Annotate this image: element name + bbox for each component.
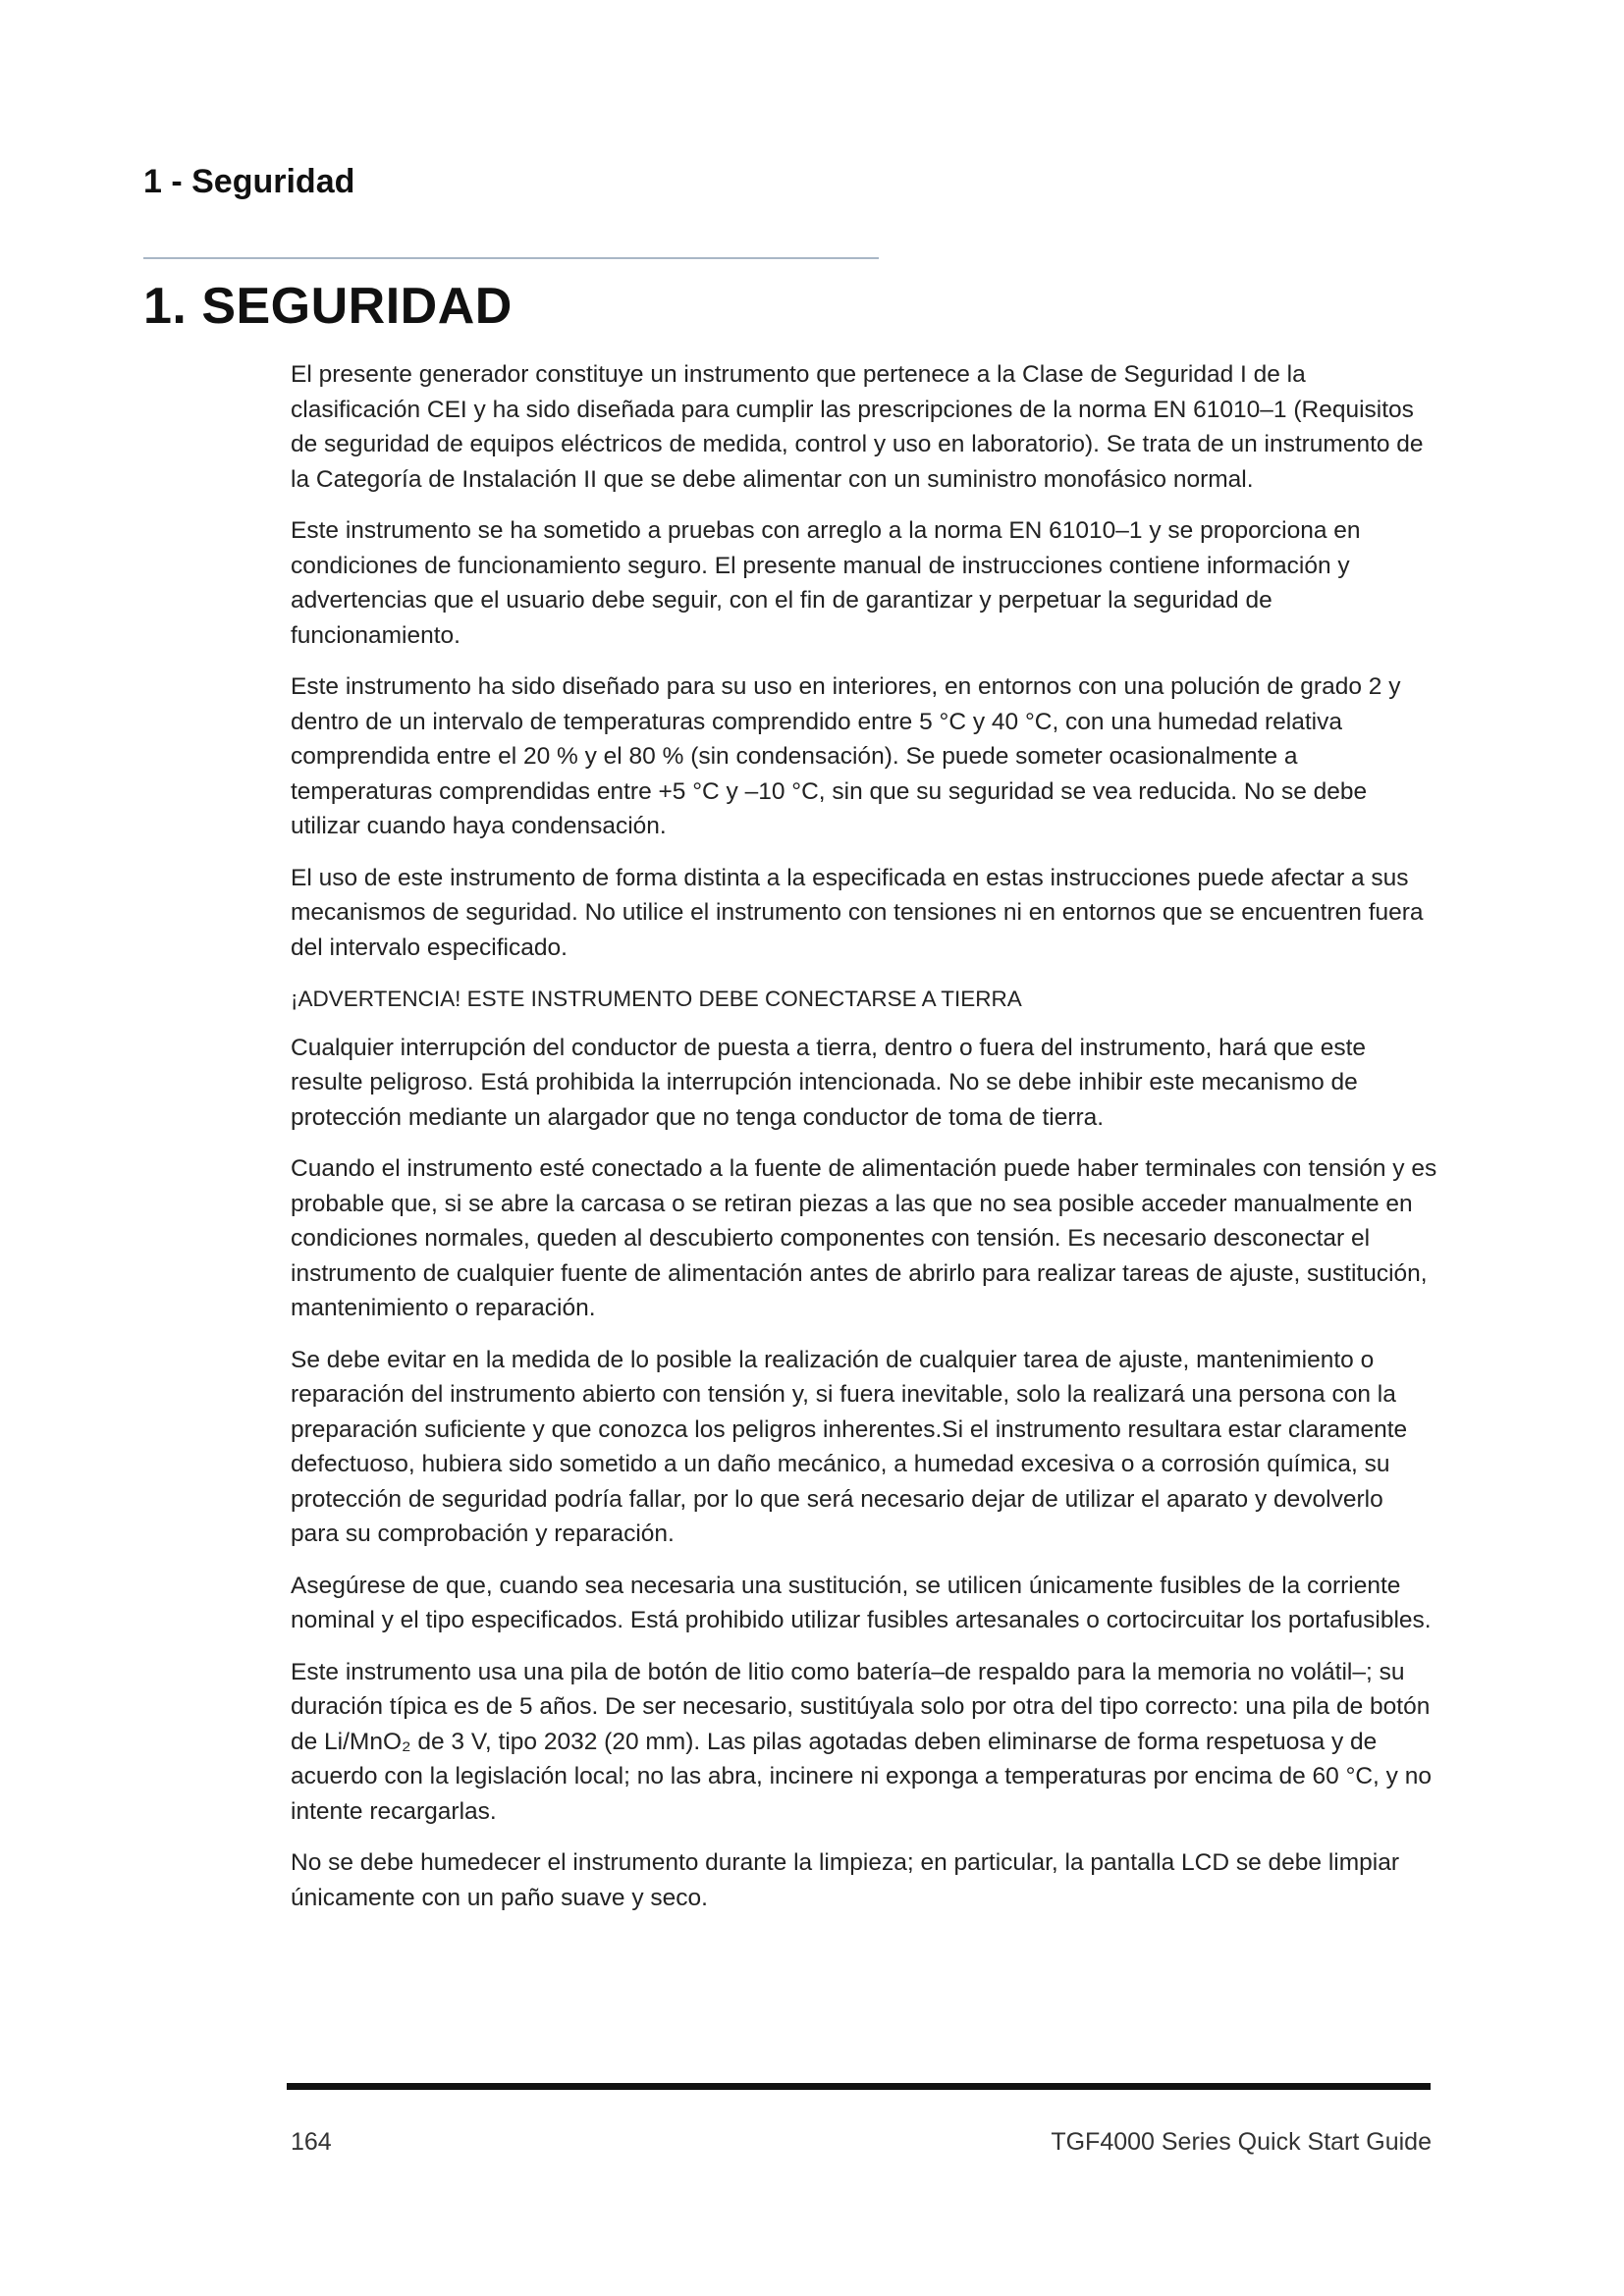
body-text (291, 357, 1437, 1932)
running-header-title: 1 - Seguridad (143, 163, 355, 200)
chapter-title: 1. SEGURIDAD (143, 278, 513, 335)
paragraph-safety-class: El presente generador constituye un instrumento que pertenece a la Clase de Seguridad I de la clasificación CEI y ha sido diseñada para cumplir las prescripciones de la norma EN 61010–1 (Requisitos de seguridad de equipos eléctricos de medida, control y uso en laboratorio). Se trata de un instrumento de la Categoría de Instalación II que se debe alimentar con un suministro monofásico normal. (291, 361, 1424, 493)
paragraph-ground-interruption: Cualquier interrupción del conductor de puesta a tierra, dentro o fuera del instrumento, hará que este resulte peligroso. Está prohibida la interrupción intencionada. No se debe inhibir este mecanismo de protección mediante un alargador que no tenga conductor de toma de tierra. (291, 1034, 1366, 1131)
header-divider (143, 257, 879, 259)
page-number: 164 (291, 2128, 332, 2156)
warning-heading: ¡ADVERTENCIA! ESTE INSTRUMENTO DEBE CONECTARSE A TIERRA (291, 987, 1022, 1011)
paragraph-fuses: Asegúrese de que, cuando sea necesaria una sustitución, se utilicen únicamente fusibles de la corriente nominal y el tipo especificados. Está prohibido utilizar fusibles artesanales o cortocircuitar los portafusibles. (291, 1572, 1432, 1633)
paragraph-testing: Este instrumento se ha sometido a pruebas con arreglo a la norma EN 61010–1 y se proporciona en condiciones de funcionamiento seguro. El presente manual de instrucciones contiene información y advertencias que el usuario debe seguir, con el fin de garantizar y perpetuar la seguridad de funcionamiento. (291, 517, 1361, 649)
footer-divider (287, 2083, 1431, 2090)
paragraph-maintenance: Se debe evitar en la medida de lo posible la realización de cualquier tarea de ajuste, mantenimiento o reparación del instrumento abierto con tensión y, si fuera inevitable, solo la realizará una persona con la preparación suficiente y que conozca los peligros inherentes.Si el instrumento resultara estar claramente defectuoso, hubiera sido sometido a un daño mecánico, a humedad excesiva o a corrosión química, su protección de seguridad podría fallar, por lo que será necesario dejar de utilizar el aparato y devolverlo para su comprobación y reparación. (291, 1346, 1408, 1547)
paragraph-usage: El uso de este instrumento de forma distinta a la especificada en estas instrucciones puede afectar a sus mecanismos de seguridad. No utilice el instrumento con tensiones ni en entornos que se encuentren fuera del intervalo especificado. (291, 864, 1424, 961)
paragraph-battery: Este instrumento usa una pila de botón de litio como batería–de respaldo para la memoria no volátil–; su duración típica es de 5 años. De ser necesario, sustitúyala solo por otra del tipo correcto: una pila de botón de Li/MnO₂ de 3 V, tipo 2032 (20 mm). Las pilas agotadas deben eliminarse de forma respetuosa y de acuerdo con la legislación local; no las abra, incinere ni exponga a temperaturas por encima de 60 °C, y no intente recargarlas. (291, 1658, 1432, 1825)
paragraph-live-terminals: Cuando el instrumento esté conectado a la fuente de alimentación puede haber terminales con tensión y es probable que, si se abre la carcasa o se retiran piezas a las que no sea posible acceder manualmente en condiciones normales, queden al descubierto componentes con tensión. Es necesario desconectar el instrumento de cualquier fuente de alimentación antes de abrirlo para realizar tareas de ajuste, sustitución, mantenimiento o reparación. (291, 1155, 1437, 1321)
guide-title: TGF4000 Series Quick Start Guide (1051, 2128, 1432, 2156)
paragraph-environment: Este instrumento ha sido diseñado para su uso en interiores, en entornos con una polución de grado 2 y dentro de un intervalo de temperaturas comprendido entre 5 °C y 40 °C, con una humedad relativa comprendida entre el 20 % y el 80 % (sin condensación). Se puede someter ocasionalmente a temperaturas comprendidas entre +5 °C y –10 °C, sin que su seguridad se vea reducida. No se debe utilizar cuando haya condensación. (291, 673, 1401, 839)
paragraph-cleaning: No se debe humedecer el instrumento durante la limpieza; en particular, la pantalla LCD se debe limpiar únicamente con un paño suave y seco. (291, 1849, 1399, 1911)
